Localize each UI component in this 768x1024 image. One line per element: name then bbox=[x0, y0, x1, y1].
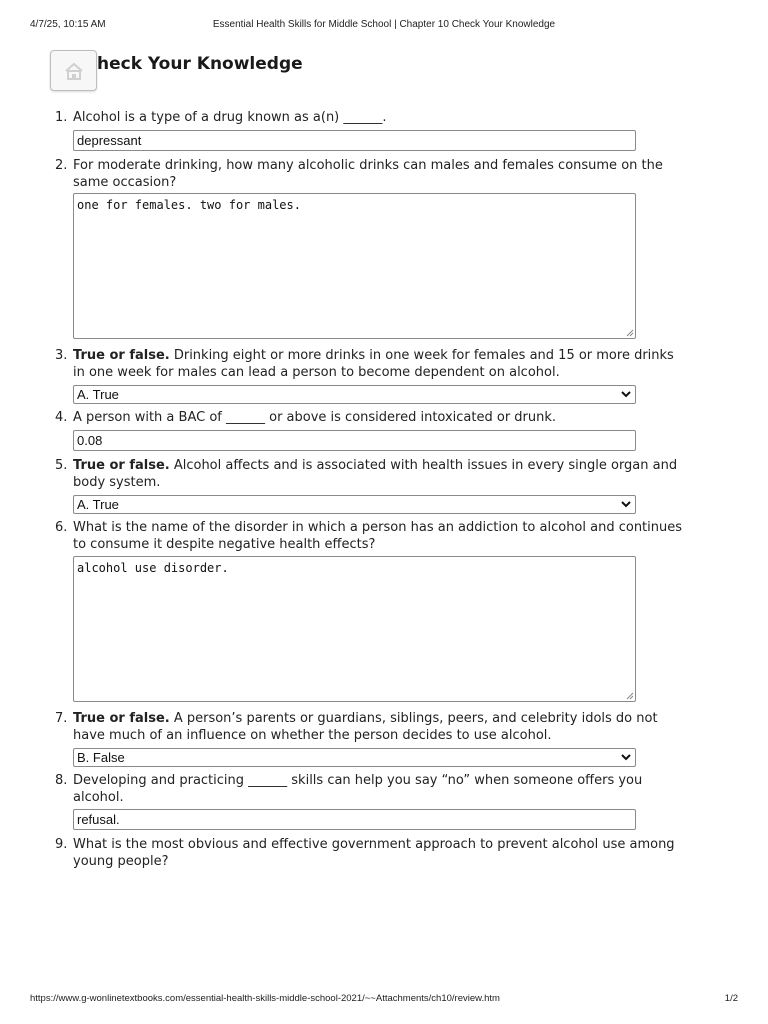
question-text bbox=[73, 836, 683, 870]
question-number: 7. bbox=[55, 711, 68, 726]
question-body: What is the most obvious and effective government approach to prevent alcohol use among young people? bbox=[73, 837, 675, 869]
answer-4-input[interactable]: 0.08 bbox=[73, 430, 636, 451]
question-text bbox=[73, 710, 683, 744]
question-4 bbox=[55, 409, 683, 426]
answer-3-select[interactable] bbox=[73, 385, 636, 404]
question-text bbox=[73, 519, 683, 553]
selected-value: A. True bbox=[77, 387, 119, 402]
question-number: 1. bbox=[55, 110, 68, 125]
question-body: What is the name of the disorder in which a person has an addiction to alcohol and continues to consume it despite negative health effects? bbox=[73, 520, 683, 552]
resize-grip-icon[interactable] bbox=[626, 329, 634, 337]
question-2 bbox=[55, 157, 683, 191]
question-label-bold: True or false. bbox=[73, 711, 170, 726]
question-text bbox=[73, 457, 683, 491]
answer-1-input[interactable]: depressant bbox=[73, 130, 636, 151]
question-8 bbox=[55, 772, 683, 806]
question-body: Drinking eight or more drinks in one week for females and 15 or more drinks in one week for males can lead a person to become dependent on alcohol. bbox=[73, 348, 674, 380]
question-6 bbox=[55, 519, 683, 553]
question-number: 3. bbox=[55, 348, 68, 363]
chevron-down-icon bbox=[621, 752, 631, 762]
question-number: 9. bbox=[55, 837, 68, 852]
question-body: Developing and practicing ______ skills can help you say “no” when someone offers you alcohol. bbox=[73, 773, 643, 805]
print-footer-url: https://www.g-wonlinetextbooks.com/essential-health-skills-middle-school-2021/~~Attachments/ch10/review.htm bbox=[30, 993, 500, 1004]
question-text bbox=[73, 157, 683, 191]
answer-5-select[interactable] bbox=[73, 495, 636, 514]
question-text bbox=[73, 409, 683, 426]
question-body: A person with a BAC of ______ or above is considered intoxicated or drunk. bbox=[73, 410, 557, 425]
home-button[interactable] bbox=[50, 50, 97, 91]
question-label-bold: True or false. bbox=[73, 458, 170, 473]
resize-grip-icon[interactable] bbox=[626, 692, 634, 700]
question-number: 4. bbox=[55, 410, 68, 425]
chevron-down-icon bbox=[621, 389, 631, 399]
answer-2-textarea[interactable] bbox=[73, 193, 636, 339]
question-body: Alcohol is a type of a drug known as a(n) ______. bbox=[73, 110, 387, 125]
print-footer-page: 1/2 bbox=[724, 993, 738, 1004]
question-3 bbox=[55, 347, 683, 381]
selected-value: B. False bbox=[77, 750, 125, 765]
question-label-bold: True or false. bbox=[73, 348, 170, 363]
page-title: heck Your Knowledge bbox=[97, 54, 303, 74]
question-number: 8. bbox=[55, 773, 68, 788]
question-text bbox=[73, 347, 683, 381]
answer-6-textarea[interactable] bbox=[73, 556, 636, 702]
question-9 bbox=[55, 836, 683, 870]
print-header-title: Essential Health Skills for Middle School | Chapter 10 Check Your Knowledge bbox=[212, 19, 556, 30]
question-1 bbox=[55, 109, 683, 126]
question-text bbox=[73, 772, 683, 806]
question-number: 6. bbox=[55, 520, 68, 535]
question-text bbox=[73, 109, 683, 126]
chevron-down-icon bbox=[621, 499, 631, 509]
question-5 bbox=[55, 457, 683, 491]
selected-value: A. True bbox=[77, 497, 119, 512]
print-header-datetime: 4/7/25, 10:15 AM bbox=[30, 19, 106, 30]
home-icon bbox=[63, 61, 85, 81]
question-body: A person’s parents or guardians, siblings, peers, and celebrity idols do not have much of an influence on whether the person decides to use alcohol. bbox=[73, 711, 658, 743]
answer-8-input[interactable]: refusal. bbox=[73, 809, 636, 830]
question-7 bbox=[55, 710, 683, 744]
question-number: 2. bbox=[55, 158, 68, 173]
answer-text: alcohol use disorder. bbox=[77, 561, 229, 575]
question-number: 5. bbox=[55, 458, 68, 473]
question-body: Alcohol affects and is associated with health issues in every single organ and body system. bbox=[73, 458, 678, 490]
question-body: For moderate drinking, how many alcoholic drinks can males and females consume on the same occasion? bbox=[73, 158, 663, 190]
answer-7-select[interactable] bbox=[73, 748, 636, 767]
answer-text: one for females. two for males. bbox=[77, 198, 301, 212]
